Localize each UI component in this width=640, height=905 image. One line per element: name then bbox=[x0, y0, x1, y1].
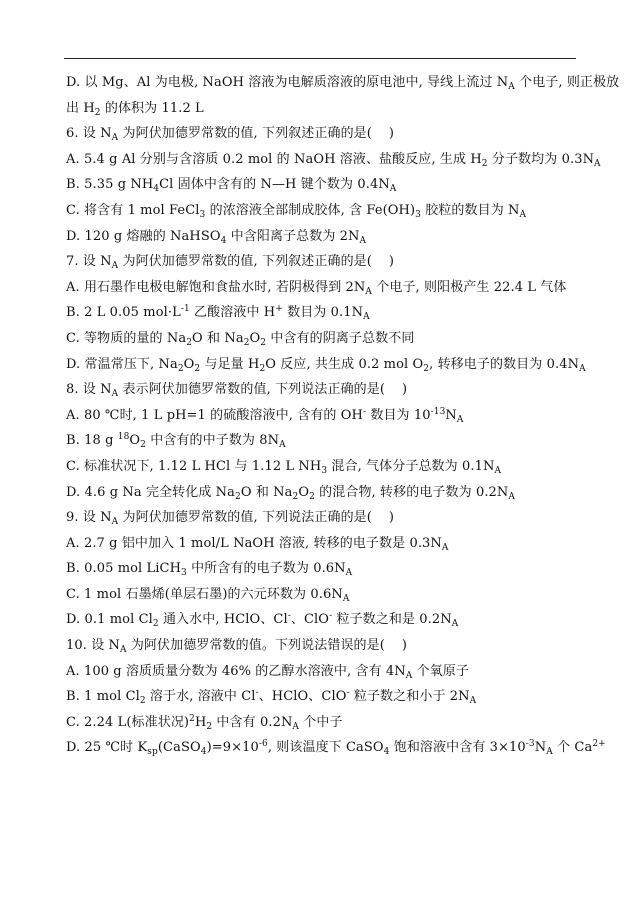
text-line: 10. 设 $N_A$ 为阿伏加德罗常数的值。下列说法错误的是( ) bbox=[66, 638, 408, 656]
text-line: A. 2.7 g 铝中加入 1 mol/L NaOH 溶液, 转移的电子数是 $0.3N_A$ bbox=[66, 535, 449, 553]
text-line: B. 2 L 0.05 $mol\cdot L^{-1}$ 乙酸溶液中 H+ 数目为 $0.1N_A$ bbox=[66, 304, 370, 323]
text-line: B. 18 g $^{18}O_2$ 中含有的中子数为 $8N_A$ bbox=[66, 432, 286, 451]
text-line: 7. 设 $N_A$ 为阿伏加德罗常数的值, 下列叙述正确的是( ) bbox=[66, 254, 395, 272]
header-rule bbox=[64, 58, 576, 59]
text-line: D. 0.1 mol $Cl_2$ 通入水中, HClO、Cl-、ClO- 粒子数之和是 $0.2N_A$ bbox=[66, 611, 459, 630]
text-line: B. 0.05 mol LiCH$_3$ 中所含有的电子数为 $0.6N_A$ bbox=[66, 561, 353, 579]
text-line: A. 5.4 g Al 分别与含溶质 0.2 mol 的 NaOH 溶液、盐酸反应, 生成 $H_2$ 分子数均为 $0.3N_A$ bbox=[66, 151, 601, 169]
text-line: 8. 设 $N_A$ 表示阿伏加德罗常数的值, 下列说法正确的是( ) bbox=[66, 382, 408, 400]
text-line: C. 将含有 1 mol FeCl$_3$ 的浓溶液全部制成胶体, 含 $Fe(OH)_3$ 胶粒的数目为 $N_A$ bbox=[66, 202, 527, 220]
text-line: C. 2.24 L(标准状况)$^2H_2$ 中含有 $0.2N_A$ 个中子 bbox=[66, 713, 343, 732]
text-line: 出 $H_2$ 的体积为 11.2 L bbox=[66, 100, 204, 118]
text-line: C. 标准状况下, 1.12 L HCl 与 1.12 L $NH_3$ 混合, 气体分子总数为 $0.1N_A$ bbox=[66, 458, 502, 476]
text-line: D. 120 g 熔融的 NaHSO$_4$ 中含阳离子总数为 $2N_A$ bbox=[66, 228, 367, 246]
text-line: B. 1 mol $Cl_2$ 溶于水, 溶液中 Cl-、HClO、ClO- 粒子数之和小于 $2N_A$ bbox=[66, 688, 477, 707]
text-line: D. 4.6 g Na 完全转化成 $Na_2O$ 和 $Na_2O_2$ 的混合物, 转移的电子数为 $0.2N_A$ bbox=[66, 484, 516, 502]
text-line: 6. 设 $N_A$ 为阿伏加德罗常数的值, 下列叙述正确的是( ) bbox=[66, 126, 395, 144]
text-line: C. 等物质的量的 $Na_2O$ 和 $Na_2O_2$ 中含有的阴离子总数不同 bbox=[66, 330, 415, 348]
text-line: D. 以 Mg、Al 为电极, NaOH 溶液为电解质溶液的原电池中, 导线上流过 $N_A$ 个电子, 则正极放 bbox=[66, 75, 620, 92]
document-body bbox=[66, 70, 620, 761]
text-line: D. 常温常压下, $Na_2O_2$ 与足量 $H_2O$ 反应, 共生成 0.2 mol $O_2$, 转移电子的数目为 $0.4N_A$ bbox=[66, 356, 586, 374]
text-line: D. 25 ℃时 $K_{sp}(CaSO_4)=9\times 10^{-6}$, 则该温度下 CaSO$_4$ 饱和溶液中含有 $3\times 10^{-3}N_A$ 个 $Ca^{2+}$ bbox=[66, 739, 606, 758]
text-line: 9. 设 $N_A$ 为阿伏加德罗常数的值, 下列说法正确的是( ) bbox=[66, 510, 395, 528]
text-line: A. 80 ℃时, 1 L pH=1 的硫酸溶液中, 含有的 OH- 数目为 $10^{-13}N_A$ bbox=[66, 406, 464, 425]
text-line: C. 1 mol 石墨烯(单层石墨)的六元环数为 $0.6N_A$ bbox=[66, 586, 350, 604]
text-line: B. 5.35 g $NH_4Cl$ 固体中含有的 N—H 键个数为 $0.4N_A$ bbox=[66, 177, 397, 195]
text-line: A. 用石墨作电极电解饱和食盐水时, 若阴极得到 $2N_A$ 个电子, 则阳极产生 22.4 L 气体 bbox=[66, 279, 567, 297]
text-line: A. 100 g 溶质质量分数为 46% 的乙醇水溶液中, 含有 $4N_A$ 个氧原子 bbox=[66, 663, 470, 681]
